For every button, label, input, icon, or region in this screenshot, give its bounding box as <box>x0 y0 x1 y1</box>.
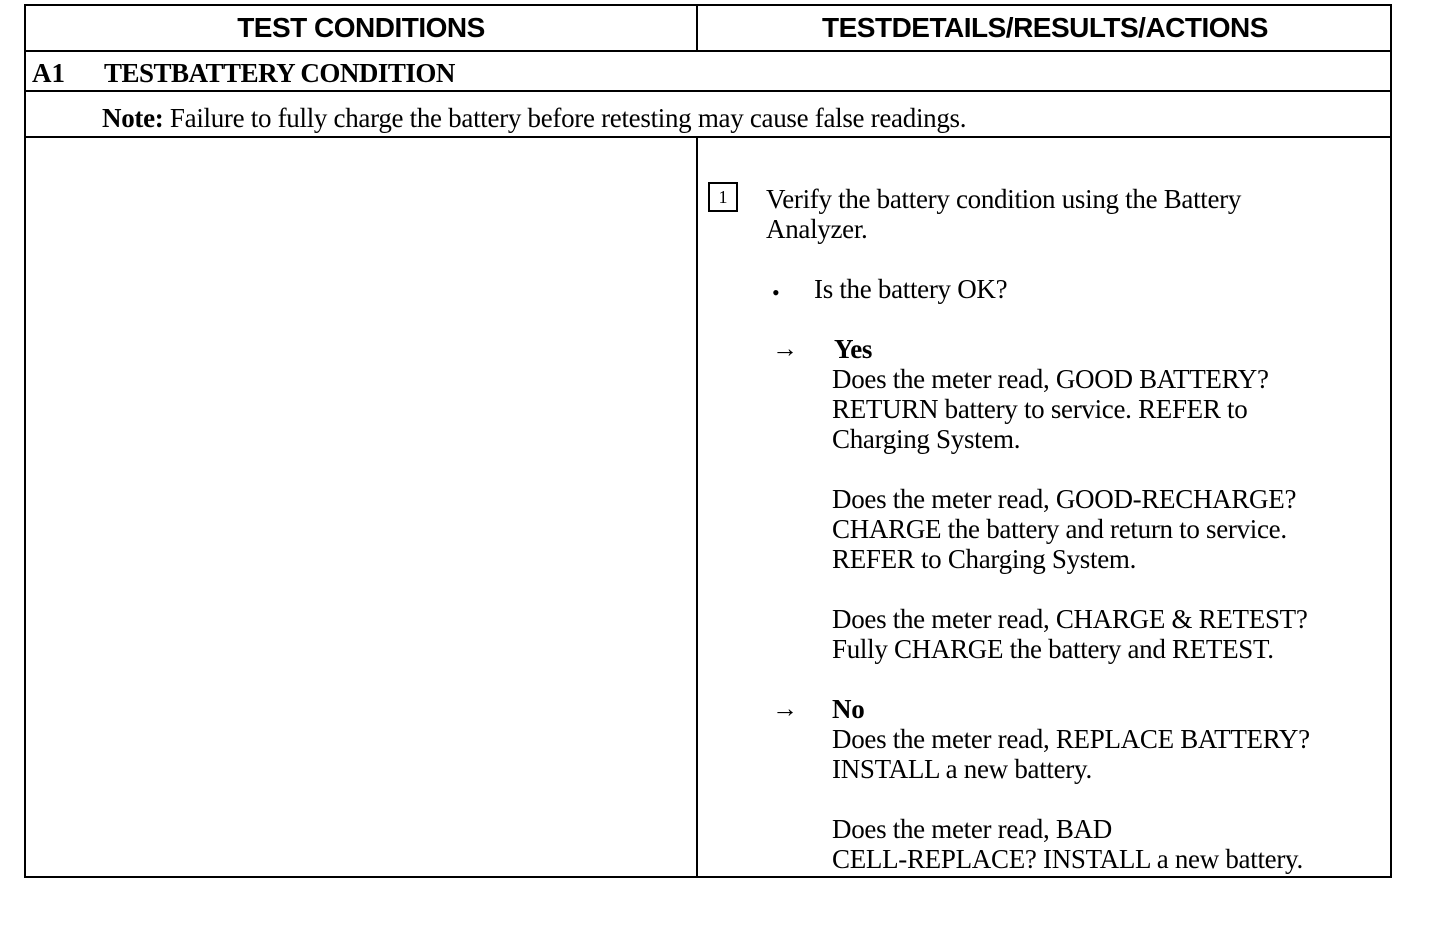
rule-below-section <box>26 90 1390 92</box>
yes-block3-line2: Fully CHARGE the battery and RETEST. <box>832 634 1274 664</box>
test-table <box>24 4 1392 878</box>
no-block2-line1: Does the meter read, BAD <box>832 814 1112 844</box>
note-text: Failure to fully charge the battery before retesting may cause false readings. <box>163 103 967 133</box>
header-divider <box>696 6 698 50</box>
section-id: A1 <box>32 58 65 88</box>
yes-block2-line3: REFER to Charging System. <box>832 544 1137 574</box>
yes-label: Yes <box>834 334 873 364</box>
arrow-right-icon: → <box>772 334 798 363</box>
note-label: Note: <box>102 103 164 133</box>
yes-block3-line1: Does the meter read, CHARGE & RETEST? <box>832 604 1308 634</box>
bullet-icon: • <box>772 280 780 305</box>
yes-block2-line1: Does the meter read, GOOD-RECHARGE? <box>832 484 1297 514</box>
no-block1-line1: Does the meter read, REPLACE BATTERY? <box>832 724 1310 754</box>
body-divider <box>696 138 698 878</box>
rule-below-note <box>26 136 1390 138</box>
step-instruction-line1: Verify the battery condition using the Battery <box>766 184 1242 214</box>
arrow-right-icon: → <box>772 694 798 723</box>
step-number-box: 1 <box>708 182 738 212</box>
step-question: Is the battery OK? <box>814 274 1008 304</box>
yes-block2-line2: CHARGE the battery and return to service. <box>832 514 1287 544</box>
step-instruction-line2: Analyzer. <box>766 214 868 244</box>
header-test-details: TESTDETAILS/RESULTS/ACTIONS <box>822 12 1268 43</box>
header-test-conditions: TEST CONDITIONS <box>237 12 485 43</box>
yes-block1-line3: Charging System. <box>832 424 1021 454</box>
no-label: No <box>832 694 865 724</box>
rule-below-header <box>26 50 1390 52</box>
no-block1-line2: INSTALL a new battery. <box>832 754 1092 784</box>
yes-block1-line2: RETURN battery to service. REFER to <box>832 394 1248 424</box>
note <box>102 98 966 138</box>
section-title: TESTBATTERY CONDITION <box>104 58 455 88</box>
yes-block1-line1: Does the meter read, GOOD BATTERY? <box>832 364 1269 394</box>
no-block2-line2: CELL-REPLACE? INSTALL a new battery. <box>832 844 1303 874</box>
